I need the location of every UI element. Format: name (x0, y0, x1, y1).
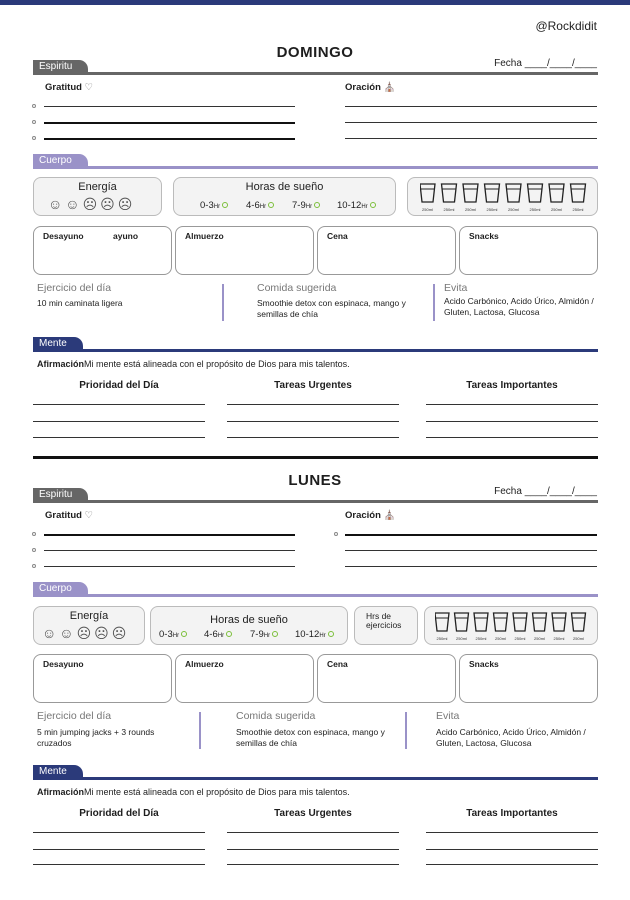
column-divider (433, 284, 435, 321)
water-glass-3[interactable] (474, 613, 488, 641)
water-glass-label: 250ml (495, 636, 506, 641)
water-glasses (420, 183, 592, 218)
water-glass-1[interactable] (420, 184, 435, 212)
importantes-line-3[interactable] (426, 437, 598, 438)
oracion-line-1[interactable] (345, 534, 597, 536)
oracion-line-3[interactable] (345, 566, 597, 567)
day-title: LUNES (288, 472, 342, 489)
importantes-title: Tareas Importantes (466, 808, 558, 819)
sleep-option-4-6[interactable]: 4-6Hr (246, 200, 274, 211)
sleep-option-0-3[interactable]: 0-3Hr (200, 200, 228, 211)
gratitud-line-3[interactable] (44, 566, 295, 567)
column-divider (405, 712, 407, 749)
prioridad-line-2[interactable] (33, 849, 205, 850)
water-glass-5[interactable] (513, 613, 527, 641)
oracion-label: Oración ⛪ (345, 510, 396, 521)
energy-title: Energía (78, 181, 117, 193)
urgentes-line-2[interactable] (227, 421, 399, 422)
ejercicio-text: 10 min caminata ligera (37, 298, 123, 308)
water-glass-7[interactable] (552, 613, 566, 641)
urgentes-line-1[interactable] (227, 404, 399, 405)
cena-box[interactable] (317, 226, 456, 275)
ejercicio-title: Ejercicio del día (37, 710, 112, 722)
prioridad-line-1[interactable] (33, 404, 205, 405)
afirmacion: AfirmaciónMi mente está alineada con el propósito de Dios para mis talentos. (37, 787, 350, 797)
evita-title: Evita (444, 282, 468, 294)
energy-faces[interactable]: ☺☺☹☹☹ (48, 196, 136, 212)
urgentes-line-3[interactable] (227, 437, 399, 438)
afirmacion: AfirmaciónMi mente está alineada con el propósito de Dios para mis talentos. (37, 359, 350, 369)
day-divider (33, 456, 598, 459)
almuerzo-label: Almuerzo (185, 659, 224, 669)
importantes-line-1[interactable] (426, 832, 598, 833)
water-glass-label: 250ml (572, 207, 584, 212)
urgentes-line-1[interactable] (227, 832, 399, 833)
water-glass-7[interactable] (549, 184, 564, 212)
water-glass-label: 250ml (514, 636, 526, 641)
section-line (33, 594, 598, 597)
water-glass-6[interactable] (528, 184, 543, 212)
importantes-line-2[interactable] (426, 421, 598, 422)
energy-title: Energía (69, 610, 109, 622)
prioridad-line-2[interactable] (33, 421, 205, 422)
praying-hands-icon: ⛪ (383, 82, 396, 93)
top-accent-bar (0, 0, 630, 5)
gratitud-line-2[interactable] (44, 550, 295, 551)
water-glass-2[interactable] (455, 613, 469, 641)
water-box (424, 606, 598, 645)
date-field[interactable]: Fecha ____/____/____ (494, 486, 597, 497)
water-glass-label: 250ml (551, 207, 562, 212)
water-glass-label: 250ml (422, 207, 433, 212)
water-glass-label: 250ml (475, 636, 487, 641)
section-tab-cuerpo: Cuerpo (33, 154, 88, 167)
snacks-label: Snacks (469, 659, 499, 669)
water-glass-label: 250ml (436, 636, 448, 641)
almuerzo-label: Almuerzo (185, 231, 224, 241)
ayuno-label: ayuno (113, 231, 139, 241)
oracion-line-3[interactable] (345, 138, 597, 139)
bullet (32, 548, 36, 552)
exercise-hours-box[interactable] (354, 606, 418, 645)
sleep-option-10-12[interactable]: 10-12Hr (295, 629, 334, 640)
praying-hands-icon: ⛪ (383, 510, 396, 521)
section-line (33, 500, 598, 503)
bullet (32, 136, 36, 140)
water-glass-3[interactable] (463, 184, 478, 212)
water-glass-2[interactable] (442, 184, 457, 212)
bullet (32, 532, 36, 536)
ejercicio-title: Ejercicio del día (37, 282, 112, 294)
author-handle: @Rockdidit (535, 19, 597, 33)
evita-title: Evita (436, 710, 460, 722)
sleep-option-4-6[interactable]: 4-6Hr (204, 629, 232, 640)
comida-text: Smoothie detox con espinaca, mango y semillas de chía (236, 727, 385, 748)
energy-box (33, 606, 145, 645)
evita-text: Acido Carbónico, Acido Úrico, Almidón / Gluten, Lactosa, Glucosa (444, 296, 594, 317)
water-glass-1[interactable] (435, 613, 449, 641)
urgentes-title: Tareas Urgentes (274, 380, 352, 391)
water-glass-6[interactable] (533, 613, 547, 641)
section-tab-cuerpo: Cuerpo (33, 582, 88, 595)
water-glass-label: 250ml (534, 636, 545, 641)
energy-faces[interactable]: ☺☺☹☹☹ (42, 625, 130, 641)
prioridad-title: Prioridad del Día (79, 380, 159, 391)
sleep-box (150, 606, 348, 645)
water-glass-label: 250ml (465, 207, 476, 212)
column-divider (222, 284, 224, 321)
bullet (32, 104, 36, 108)
almuerzo-box[interactable] (175, 226, 314, 275)
snacks-box[interactable] (459, 654, 598, 703)
section-tab-espiritu: Espiritu (33, 488, 88, 501)
desayuno-label: Desayuno (43, 231, 84, 241)
oracion-line-2[interactable] (345, 122, 597, 123)
prioridad-title: Prioridad del Día (79, 808, 159, 819)
heart-hands-icon: ♡ (84, 510, 94, 521)
water-glass-label: 250ml (553, 636, 565, 641)
bullet (32, 120, 36, 124)
section-line (33, 72, 598, 75)
cena-label: Cena (327, 231, 348, 241)
section-line (33, 166, 598, 169)
oracion-line-2[interactable] (345, 550, 597, 551)
importantes-line-3[interactable] (426, 864, 598, 865)
water-glass-8[interactable] (571, 184, 586, 212)
prioridad-line-3[interactable] (33, 864, 205, 865)
column-divider (199, 712, 201, 749)
urgentes-title: Tareas Urgentes (274, 808, 352, 819)
water-glass-5[interactable] (506, 184, 521, 212)
gratitud-label: Gratitud ♡ (45, 510, 94, 521)
oracion-line-1[interactable] (345, 106, 597, 107)
section-tab-mente: Mente (33, 765, 83, 778)
snacks-box[interactable] (459, 226, 598, 275)
section-line (33, 777, 598, 780)
cena-label: Cena (327, 659, 348, 669)
water-glass-label: 250ml (573, 636, 584, 641)
water-glass-label: 250ml (529, 207, 541, 212)
evita-text: Acido Carbónico, Acido Úrico, Almidón / Gluten, Lactosa, Glucosa (436, 727, 586, 748)
water-glass-8[interactable] (572, 613, 586, 641)
gratitud-line-1[interactable] (44, 106, 295, 107)
water-glass-label: 250ml (443, 207, 455, 212)
water-glass-label: 250ml (456, 636, 467, 641)
sleep-option-10-12[interactable]: 10-12Hr (337, 200, 376, 211)
bullet (32, 564, 36, 568)
section-line (33, 349, 598, 352)
prioridad-line-3[interactable] (33, 437, 205, 438)
snacks-label: Snacks (469, 231, 499, 241)
energy-box (33, 177, 162, 216)
date-field[interactable]: Fecha ____/____/____ (494, 58, 597, 69)
day-lunes (0, 472, 630, 900)
urgentes-line-3[interactable] (227, 864, 399, 865)
desayuno-label: Desayuno (43, 659, 84, 669)
sleep-box (173, 177, 396, 216)
sleep-title: Horas de sueño (245, 181, 324, 193)
sleep-option-7-9[interactable]: 7-9Hr (292, 200, 320, 211)
water-glass-label: 250ml (486, 207, 498, 212)
bullet (334, 532, 338, 536)
water-glass-4[interactable] (494, 613, 508, 641)
gratitud-line-3[interactable] (44, 138, 295, 140)
oracion-label: Oración ⛪ (345, 82, 396, 93)
comida-title: Comida sugerida (236, 710, 316, 722)
day-domingo (0, 44, 630, 474)
desayuno-box[interactable] (33, 226, 172, 275)
water-glass-4[interactable] (485, 184, 500, 212)
heart-hands-icon: ♡ (84, 82, 94, 93)
section-tab-espiritu: Espiritu (33, 60, 88, 73)
exercise-hours-label: Hrs de ejercicios (366, 611, 402, 630)
sleep-option-7-9[interactable]: 7-9Hr (250, 629, 278, 640)
water-box (407, 177, 598, 216)
ejercicio-text: 5 min jumping jacks + 3 rounds cruzados (37, 727, 155, 748)
section-tab-mente: Mente (33, 337, 83, 350)
day-title: DOMINGO (276, 44, 354, 61)
gratitud-line-2[interactable] (44, 122, 295, 124)
comida-title: Comida sugerida (257, 282, 337, 294)
comida-text: Smoothie detox con espinaca, mango y semillas de chía (257, 298, 406, 319)
importantes-line-2[interactable] (426, 849, 598, 850)
desayuno-box[interactable] (33, 654, 172, 703)
water-glasses (435, 612, 591, 647)
importantes-title: Tareas Importantes (466, 380, 558, 391)
almuerzo-box[interactable] (175, 654, 314, 703)
gratitud-line-1[interactable] (44, 534, 295, 536)
prioridad-line-1[interactable] (33, 832, 205, 833)
sleep-option-0-3[interactable]: 0-3Hr (159, 629, 187, 640)
water-glass-label: 250ml (508, 207, 519, 212)
sleep-title: Horas de sueño (210, 614, 288, 626)
cena-box[interactable] (317, 654, 456, 703)
urgentes-line-2[interactable] (227, 849, 399, 850)
importantes-line-1[interactable] (426, 404, 598, 405)
gratitud-label: Gratitud ♡ (45, 82, 94, 93)
